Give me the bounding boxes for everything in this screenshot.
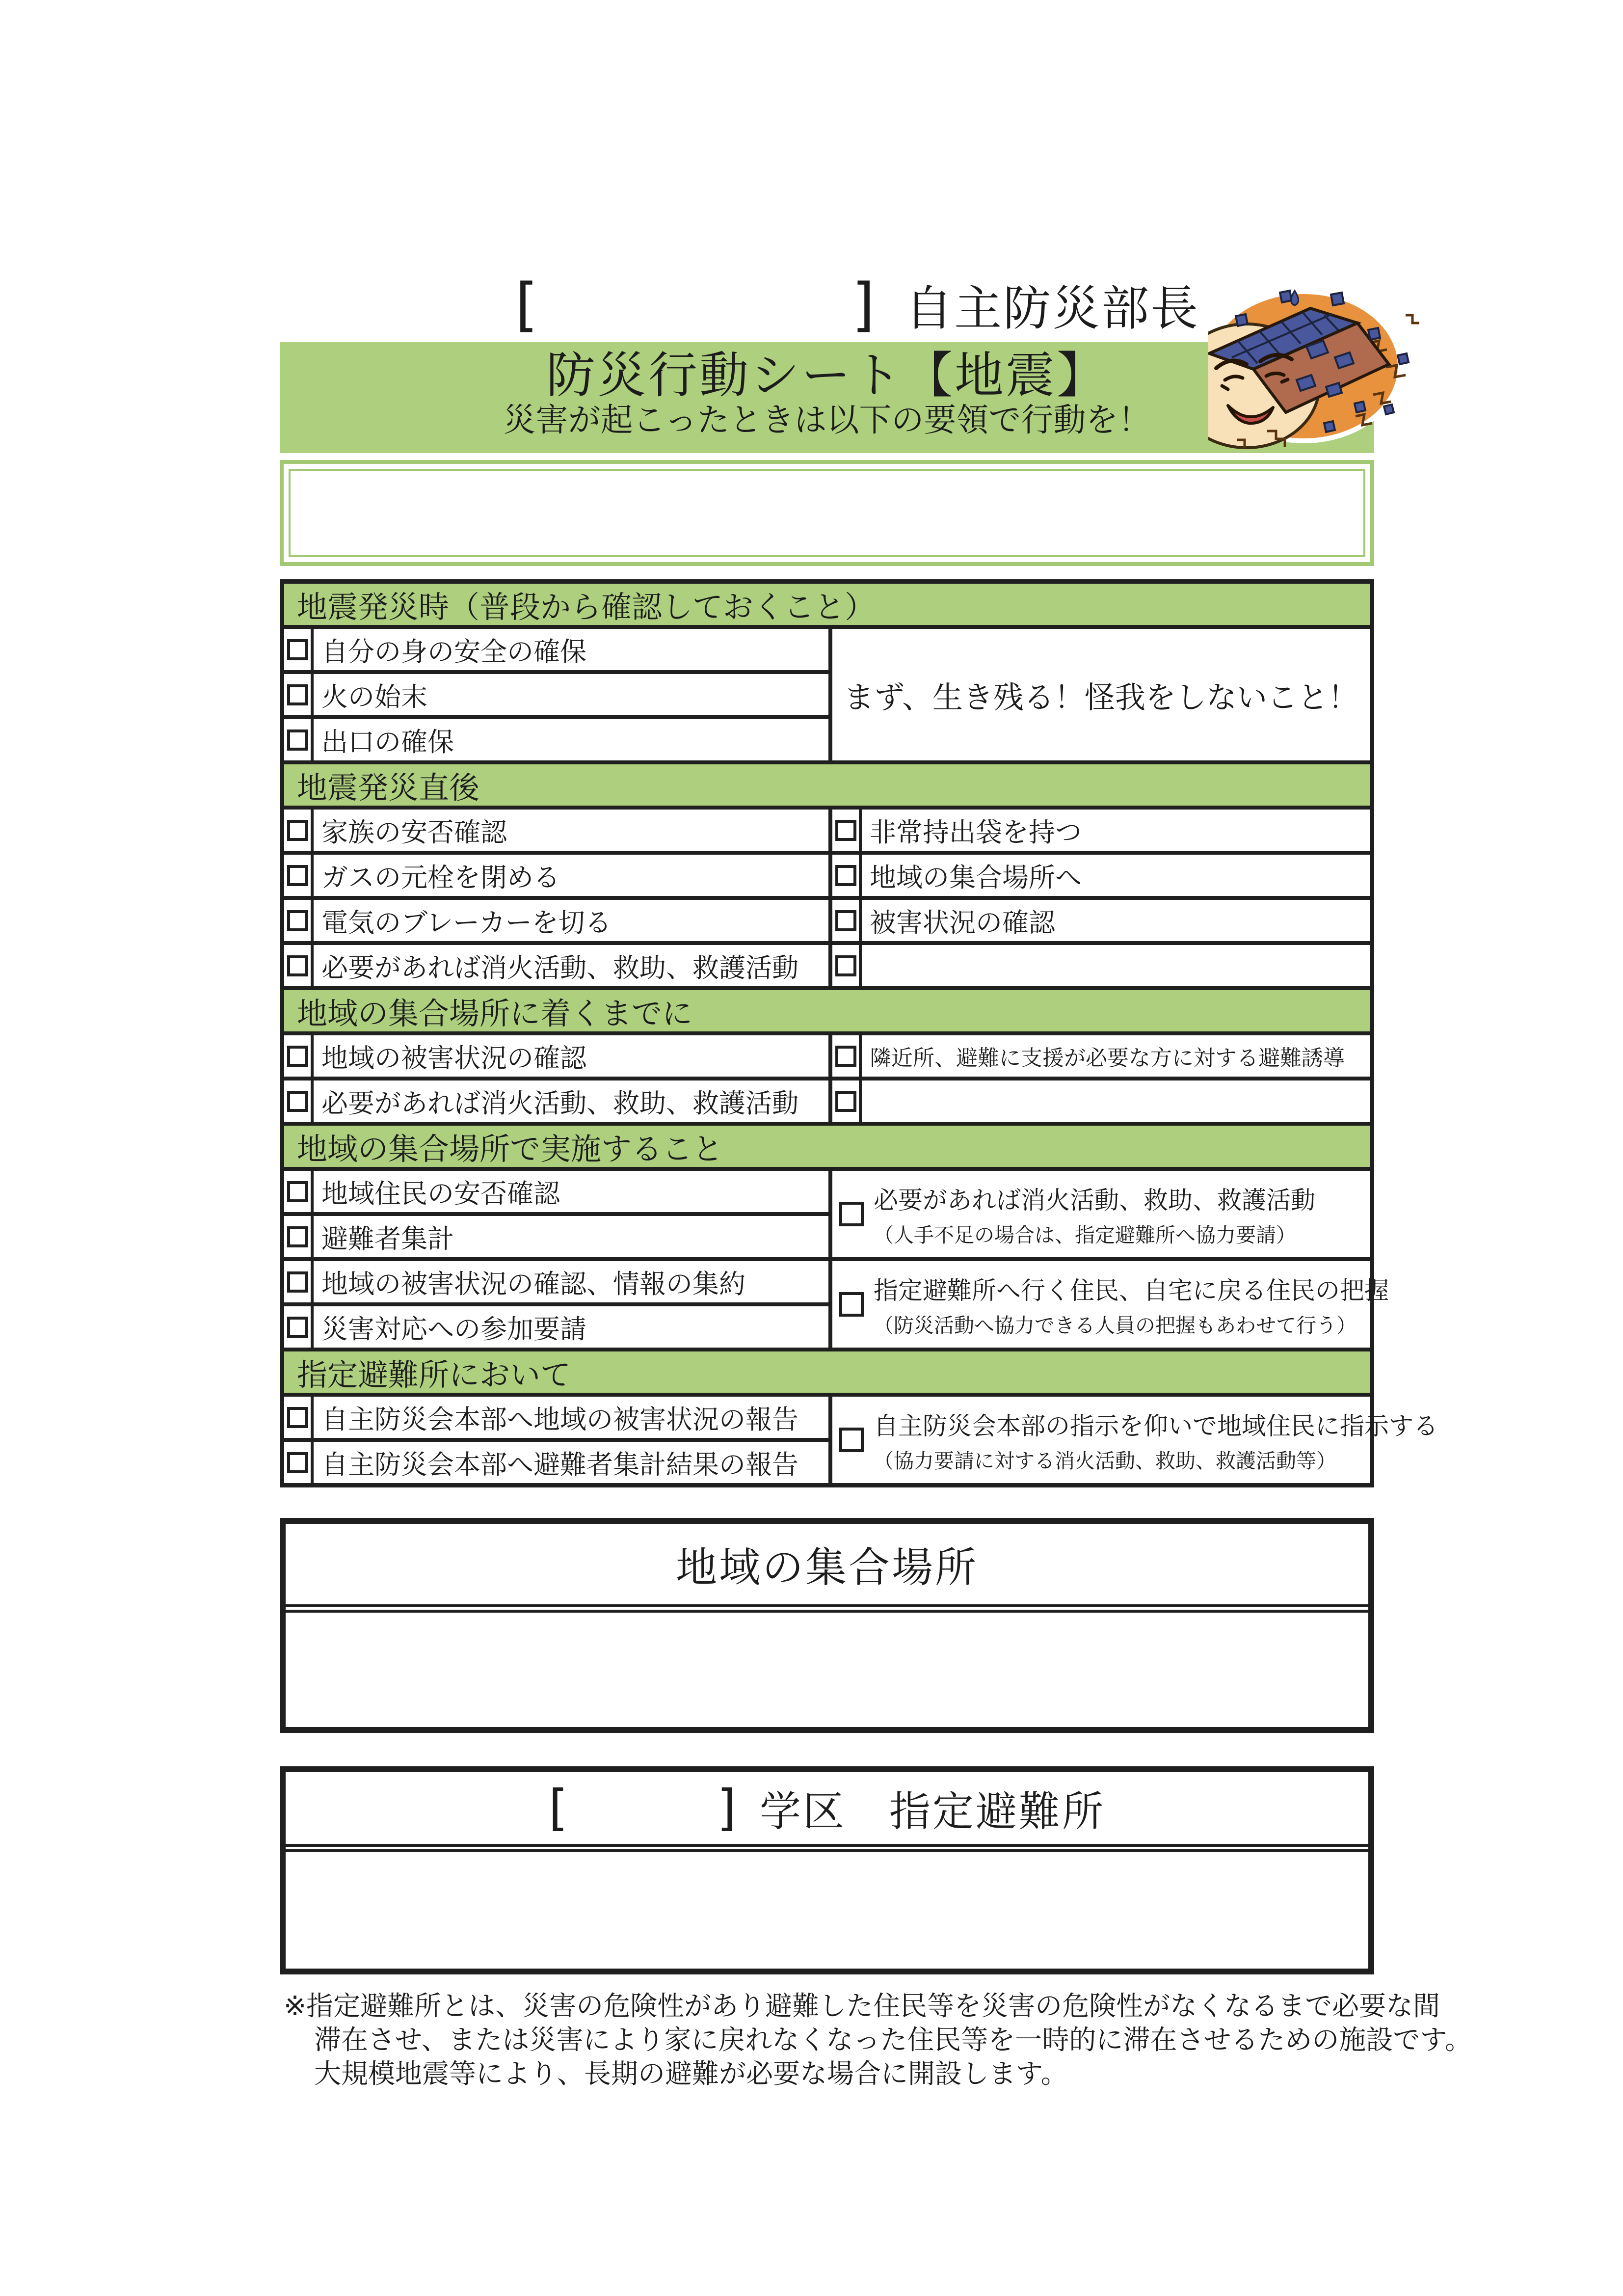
task-label: 非常持出袋を持つ [870, 816, 1082, 848]
checkbox[interactable] [287, 684, 308, 705]
footnote-line: 大規模地震等により、長期の避難が必要な場合に開設します。 [314, 2058, 1068, 2089]
merged-task-cell [828, 1397, 1438, 1483]
checkbox[interactable] [839, 1428, 864, 1452]
task-label: 出口の確保 [321, 726, 454, 757]
checkbox[interactable] [835, 1046, 856, 1067]
survival-message: まず、生き残る！怪我をしないこと！ [828, 629, 1370, 760]
task-label: 被害状況の確認 [870, 907, 1055, 938]
checkbox[interactable] [287, 1181, 308, 1202]
checkbox[interactable] [287, 820, 308, 841]
table-row-group [284, 1171, 1370, 1261]
checkbox[interactable] [287, 955, 308, 976]
checkbox[interactable] [835, 1091, 856, 1112]
school-district-blank-field[interactable] [570, 1783, 717, 1833]
task-label: 自主防災会本部へ避難者集計結果の報告 [321, 1449, 798, 1480]
task-label: 自分の身の安全の確保 [321, 636, 586, 667]
task-note: （協力要請に対する消火活動、救助、救護活動等） [874, 1449, 1336, 1473]
checkbox[interactable] [287, 729, 308, 751]
checkbox[interactable] [839, 1202, 864, 1226]
task-label: 地域の集合場所へ [870, 862, 1082, 893]
table-row-group [284, 1261, 1389, 1351]
memo-box-writing-area[interactable] [289, 469, 1365, 557]
checkbox[interactable] [287, 1226, 308, 1247]
owner-name-blank-field[interactable] [538, 275, 852, 334]
table-row [284, 900, 1370, 945]
merged-task-cell [828, 1171, 1370, 1257]
meeting-place-box [280, 1518, 1374, 1733]
table-row [284, 1035, 1370, 1080]
task-label: 地域の被害状況の確認、情報の集約 [321, 1268, 745, 1299]
task-label: 必要があれば消火活動、救助、救護活動 [321, 1087, 798, 1119]
section-header-until-meeting-place: 地域の集合場所に着くまでに [284, 990, 1370, 1035]
table-row [284, 1171, 828, 1216]
footnote [284, 1989, 1501, 2091]
divider [286, 1844, 1368, 1852]
task-label: 地域の被害状況の確認 [321, 1042, 586, 1074]
footnote-line: 滞在させ、または災害により家に戻れなくなった住民等を一時的に滞在させるための施設です。 [314, 2024, 1472, 2055]
shelter-title-label: 学区 指定避難所 [760, 1787, 1106, 1836]
designated-shelter-box [280, 1766, 1374, 1974]
task-label: 災害対応への参加要請 [321, 1313, 586, 1345]
task-label: 家族の安否確認 [321, 816, 507, 848]
bracket-close: ] [852, 270, 875, 338]
checkbox[interactable] [287, 865, 308, 886]
table-row [284, 1261, 828, 1306]
task-label: 火の始末 [321, 681, 427, 712]
table-row [284, 1216, 828, 1257]
sheet-subtitle: 災害が起こったときは以下の要領で行動を！ [503, 401, 1151, 439]
section-body-at-quake [284, 629, 1370, 764]
checkbox[interactable] [287, 1046, 308, 1067]
table-row [284, 1306, 828, 1348]
checkbox[interactable] [287, 1407, 308, 1428]
task-label [862, 945, 1370, 986]
table-row [284, 945, 1370, 990]
checkbox[interactable] [835, 820, 856, 841]
table-row [284, 719, 828, 760]
checkbox[interactable] [287, 1452, 308, 1473]
section-header-at-meeting-place: 地域の集合場所で実施すること [284, 1126, 1370, 1171]
checkbox[interactable] [835, 955, 856, 976]
task-label: 地域住民の安否確認 [321, 1178, 560, 1209]
task-label: 隣近所、避難に支援が必要な方に対する避難誘導 [870, 1046, 1345, 1071]
merged-task-cell [828, 1261, 1389, 1348]
meeting-place-writing-area[interactable] [286, 1613, 1368, 1727]
table-row [284, 1397, 828, 1442]
section-header-right-after-quake: 地震発災直後 [284, 764, 1370, 810]
bracket-open: [ [548, 1779, 570, 1837]
designated-shelter-writing-area[interactable] [286, 1852, 1368, 1969]
task-label: 指定避難所へ行く住民、自宅に戻る住民の把握 [874, 1276, 1389, 1305]
memo-box[interactable] [280, 460, 1374, 566]
table-row [284, 1442, 828, 1483]
task-label [862, 1080, 1370, 1122]
task-note: （人手不足の場合は、指定避難所へ協力要請） [874, 1223, 1296, 1247]
task-column [284, 629, 828, 760]
task-label: 必要があれば消火活動、救助、救護活動 [321, 952, 798, 983]
table-row [284, 674, 828, 719]
checkbox[interactable] [287, 1091, 308, 1112]
table-row [284, 1080, 1370, 1126]
meeting-place-box-title: 地域の集合場所 [675, 1543, 978, 1592]
task-label: 避難者集計 [321, 1223, 454, 1254]
table-row [284, 629, 828, 674]
checkbox[interactable] [835, 865, 856, 886]
checkbox[interactable] [839, 1292, 864, 1317]
bracket-close: ] [717, 1779, 738, 1837]
table-row-group [284, 1397, 1438, 1483]
owner-role-label: 自主防災部長 [905, 281, 1200, 336]
task-note: （防災活動へ協力できる人員の把握もあわせて行う） [874, 1313, 1357, 1337]
owner-label-row [515, 265, 1199, 344]
checkbox[interactable] [287, 1317, 308, 1338]
designated-shelter-box-title [286, 1772, 1368, 1844]
task-label: 必要があれば消火活動、救助、救護活動 [874, 1186, 1315, 1215]
sheet-title: 防災行動シート【地震】 [546, 347, 1108, 404]
table-row [284, 810, 1370, 855]
checkbox[interactable] [287, 910, 308, 931]
checkbox[interactable] [287, 1271, 308, 1293]
action-checklist-table [280, 579, 1438, 1487]
task-label: 電気のブレーカーを切る [321, 907, 612, 938]
task-label: 自主防災会本部の指示を仰いで地域住民に指示する [874, 1411, 1438, 1440]
checkbox[interactable] [287, 639, 308, 660]
footnote-line: ※指定避難所とは、災害の危険性があり避難した住民等を災害の危険性がなくなるまで必要な間 [284, 1990, 1440, 2022]
section-header-at-quake: 地震発災時（普段から確認しておくこと） [284, 584, 1370, 629]
table-row [284, 855, 1370, 900]
task-label: ガスの元栓を閉める [321, 862, 560, 893]
task-label: 自主防災会本部へ地域の被害状況の報告 [321, 1404, 798, 1435]
bracket-open: [ [515, 270, 538, 338]
checkbox[interactable] [835, 910, 856, 931]
section-header-at-designated-shelter: 指定避難所において [284, 1351, 1370, 1397]
divider [286, 1604, 1368, 1613]
earthquake-cartoon-icon [1208, 284, 1422, 451]
